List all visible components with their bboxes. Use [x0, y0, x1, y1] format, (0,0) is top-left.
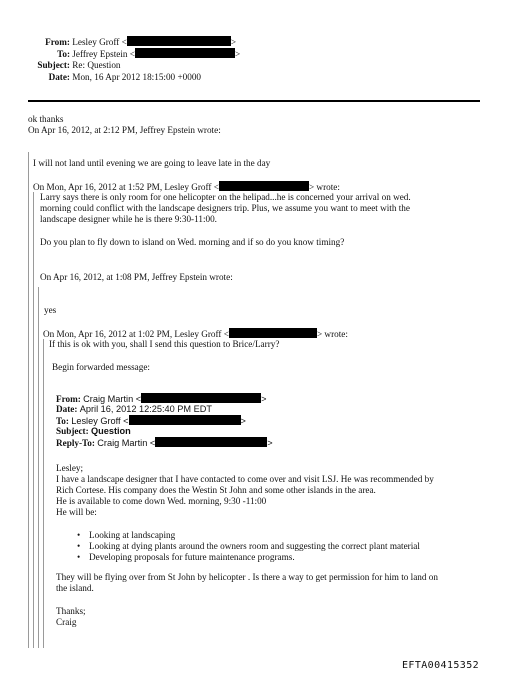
header-to: To: Jeffrey Epstein < > — [57, 49, 241, 59]
message-line: the island. — [56, 583, 94, 593]
redaction-box — [155, 437, 267, 447]
redaction-box — [229, 328, 317, 338]
quote-attribution: On Mon, Apr 16, 2012 at 1:02 PM, Lesley Groff < > wrote: — [43, 329, 348, 339]
header-from: From: Lesley Groff < > — [45, 37, 236, 47]
reply-text: yes — [44, 305, 57, 315]
message-line: Lesley; — [56, 463, 84, 473]
reply-text: ok thanks — [28, 114, 64, 124]
fwd-to: To: Lesley Groff < > — [56, 416, 246, 426]
fwd-subject: Subject: Question — [56, 426, 131, 436]
redaction-box — [127, 36, 231, 46]
bullet-list — [77, 530, 420, 564]
redaction-box — [141, 393, 261, 403]
message-line: Larry says there is only room for one helicopter on the helipad...he is concerned your arrival on wed. — [40, 192, 411, 202]
redaction-box — [219, 181, 309, 191]
message-line: He will be: — [56, 507, 97, 517]
quote-bar — [33, 192, 34, 648]
header-date: Date: Mon, 16 Apr 2012 18:15:00 +0000 — [48, 72, 202, 82]
quote-attribution: On Apr 16, 2012, at 1:08 PM, Jeffrey Epstein wrote: — [40, 272, 233, 282]
signoff: Thanks; — [56, 606, 86, 616]
forward-intro: Begin forwarded message: — [52, 362, 150, 372]
message-line: They will be flying over from St John by helicopter . Is there a way to get permission for him to land on — [56, 572, 438, 582]
reply-text: I will not land until evening we are going to leave late in the day — [33, 158, 271, 168]
redaction-box — [135, 48, 235, 58]
redaction-box — [129, 415, 241, 425]
quote-bar — [43, 339, 44, 648]
header-divider — [28, 100, 480, 102]
header-subject: Subject: Re: Question — [37, 60, 121, 70]
message-line: He is available to come down Wed. morning, 9:30 -11:00 — [56, 496, 267, 506]
message-line: I have a landscape designer that I have contacted to come over and visit LSJ. He was recommended by — [56, 474, 434, 484]
fwd-date: Date: April 16, 2012 12:25:40 PM EDT — [56, 404, 213, 414]
reply-attribution: On Apr 16, 2012, at 2:12 PM, Jeffrey Epstein wrote: — [28, 125, 221, 135]
quote-bar — [38, 287, 39, 648]
quote-attribution: On Mon, Apr 16, 2012 at 1:52 PM, Lesley Groff < > wrote: — [33, 182, 340, 192]
list-item: • Looking at landscaping — [77, 530, 420, 541]
message-line: morning could conflict with the landscape designers trip. Plus, we assume you want to meet with the — [40, 203, 410, 213]
document-id: EFTA00415352 — [402, 660, 480, 671]
list-item: • Looking at dying plants around the owners room and suggesting the correct plant material — [77, 541, 420, 552]
list-item: • Developing proposals for future maintenance programs. — [77, 552, 420, 563]
message-line: Do you plan to fly down to island on Wed. morning and if so do you know timing? — [40, 237, 345, 247]
quote-bar — [28, 152, 29, 648]
message-line: If this is ok with you, shall I send this question to Brice/Larry? — [49, 339, 280, 349]
fwd-from: From: Craig Martin < > — [56, 394, 267, 404]
message-line: landscape designer while he is there 9:30-11:00. — [40, 214, 217, 224]
message-line: Rich Cortese. His company does the Westin St John and some other islands in the area. — [56, 485, 376, 495]
signature: Craig — [56, 617, 77, 627]
fwd-reply-to: Reply-To: Craig Martin < > — [56, 438, 273, 448]
